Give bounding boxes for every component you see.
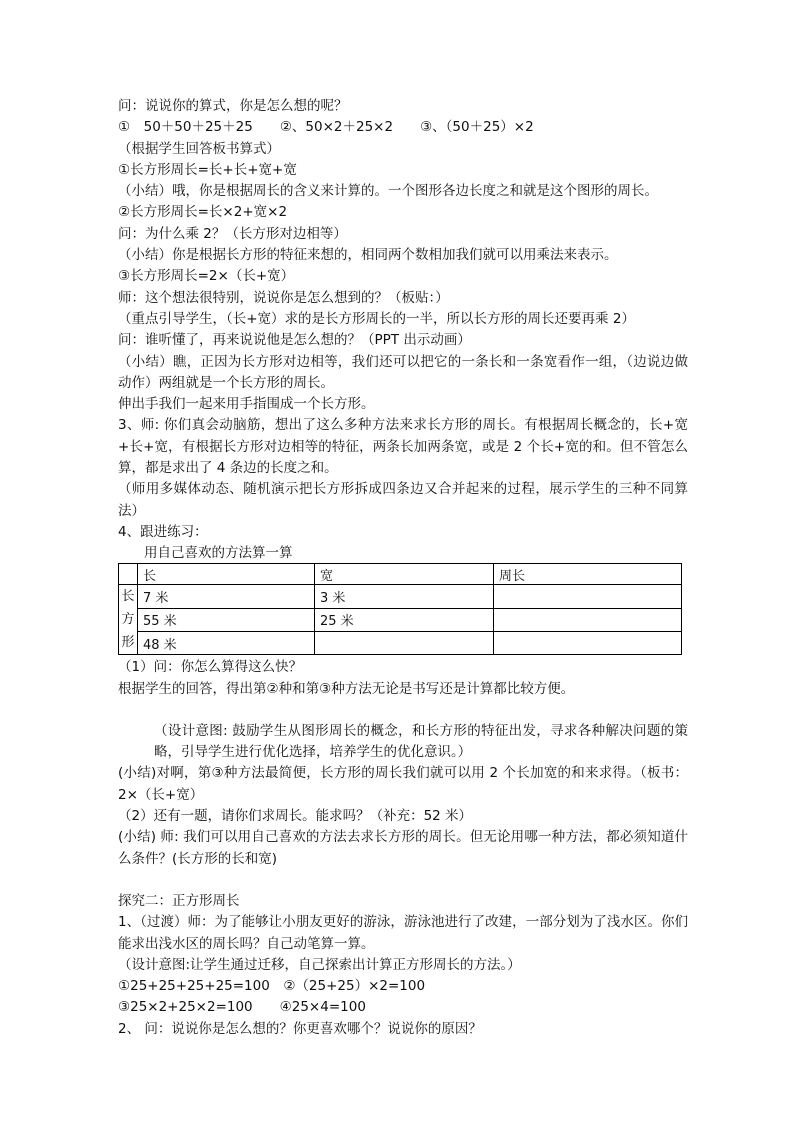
transition-paragraph: 1、（过渡）师：为了能够让小朋友更好的游泳，游泳池进行了改建，一部分划为了浅水区。你们能求出浅水区的周长吗？自己动笔算一算。	[118, 914, 688, 952]
table-row	[119, 608, 682, 631]
summary-line: （小结）哦，你是根据周长的含义来计算的。一个图形各边长度之和就是这个图形的周长。	[118, 183, 658, 200]
design-intent-paragraph: （设计意图: 鼓励学生从图形周长的概念，和长方形的特征出发，寻求各种解决问题的策略，引导学生进行优化选择，培养学生的优化意识。）	[154, 722, 688, 761]
cell-length: 7 米	[138, 585, 315, 608]
document-page	[118, 96, 688, 1040]
summary-paragraph: (小结) 师: 我们可以用自己喜欢的方法去求长方形的周长。但无论用哪一种方法，都必须知道什么条件？(长方形的长和宽)	[118, 829, 688, 867]
practice-table-title: 用自己喜欢的方法算一算	[144, 545, 293, 562]
summary-line: （小结）你是根据长方形的特征来想的，相同两个数相加我们就可以用乘法来表示。	[118, 247, 618, 264]
question-line: 问：说说你的算式，你是怎么想的呢？	[118, 98, 348, 114]
cell-width: 3 米	[315, 585, 494, 608]
section-heading: 探究二：正方形周长	[118, 892, 240, 909]
question-line: 2、 问：说说你是怎么想的？你更喜欢哪个？说说你的原因？	[118, 1020, 482, 1037]
cell-length: 48 米	[138, 631, 315, 654]
question-line: 问：为什么乘 2？（长方形对边相等）	[118, 225, 347, 242]
teacher-paragraph: 3、师: 你们真会动脑筋，想出了这么多种方法来求长方形的周长。有根据周长概念的，长+宽+长+宽，有根据长方形对边相等的特征，两条长加两条宽，或是 2 个长+宽的和。但不管怎么算，都是求出了 4 条边的长度之和。	[118, 417, 688, 477]
row-group-label: 长 方 形	[119, 585, 138, 655]
formula-3: ③长方形周长=2×（长+宽）	[118, 268, 295, 285]
cell-perimeter	[494, 585, 682, 608]
header-length: 长	[138, 564, 315, 585]
header-width: 宽	[315, 564, 494, 585]
formula-1: ①长方形周长=长+长+宽+宽	[118, 161, 297, 178]
teacher-line: 师：这个想法很特别，说说你是怎么想到的？（板贴：）	[118, 289, 449, 306]
cell-perimeter	[494, 608, 682, 631]
summary-paragraph: (小结)对啊，第③种方法最简便，长方形的周长我们就可以用 2 个长加宽的和来求得。（板书：2×（长+宽）	[118, 765, 688, 803]
design-intent-line: （设计意图:让学生通过迁移，自己探索出计算正方形周长的方法。）	[118, 956, 521, 973]
cell-perimeter	[494, 631, 682, 654]
formula-options-line: ① 50＋50＋25＋25 ②、50×2＋25×2 ③、（50＋25）×2	[118, 119, 534, 136]
calculation-line: ③25×2+25×2=100 ④25×4=100	[118, 999, 366, 1016]
formula-2: ②长方形周长=长×2+宽×2	[118, 204, 288, 221]
blackboard-note: （根据学生回答板书算式）	[118, 140, 280, 157]
guidance-line: （重点引导学生，（长+宽）求的是长方形周长的一半，所以长方形的周长还要再乘 2）	[118, 310, 635, 327]
calculation-line: ①25+25+25+25=100 ②（25+25）×2=100	[118, 978, 426, 995]
table-row	[119, 585, 682, 608]
question-line: （1）问：你怎么算得这么快？	[118, 659, 303, 676]
cell-width: 25 米	[315, 608, 494, 631]
table-header-row	[119, 564, 682, 585]
cell-width	[315, 631, 494, 654]
practice-table	[118, 563, 682, 655]
answer-line: 根据学生的回答，得出第②种和第③种方法无论是书写还是计算都比较方便。	[118, 680, 575, 697]
summary-paragraph: （小结）瞧，正因为长方形对边相等，我们还可以把它的一条长和一条宽看作一组，（边说边做动作）两组就是一个长方形的周长。	[118, 353, 688, 391]
header-perimeter: 周长	[494, 564, 682, 585]
table-row	[119, 631, 682, 654]
activity-line: 伸出手我们一起来用手指围成一个长方形。	[118, 396, 375, 413]
practice-heading: 4、跟进练习：	[118, 523, 208, 540]
multimedia-note: （师用多媒体动态、随机演示把长方形拆成四条边又合并起来的过程，展示学生的三种不同算法）	[118, 481, 688, 519]
question-line: （2）还有一题，请你们求周长。能求吗？（补充：52 米）	[118, 808, 473, 825]
question-line: 问：谁听懂了，再来说说他是怎么想的？（PPT 出示动画）	[118, 332, 471, 349]
cell-length: 55 米	[138, 608, 315, 631]
